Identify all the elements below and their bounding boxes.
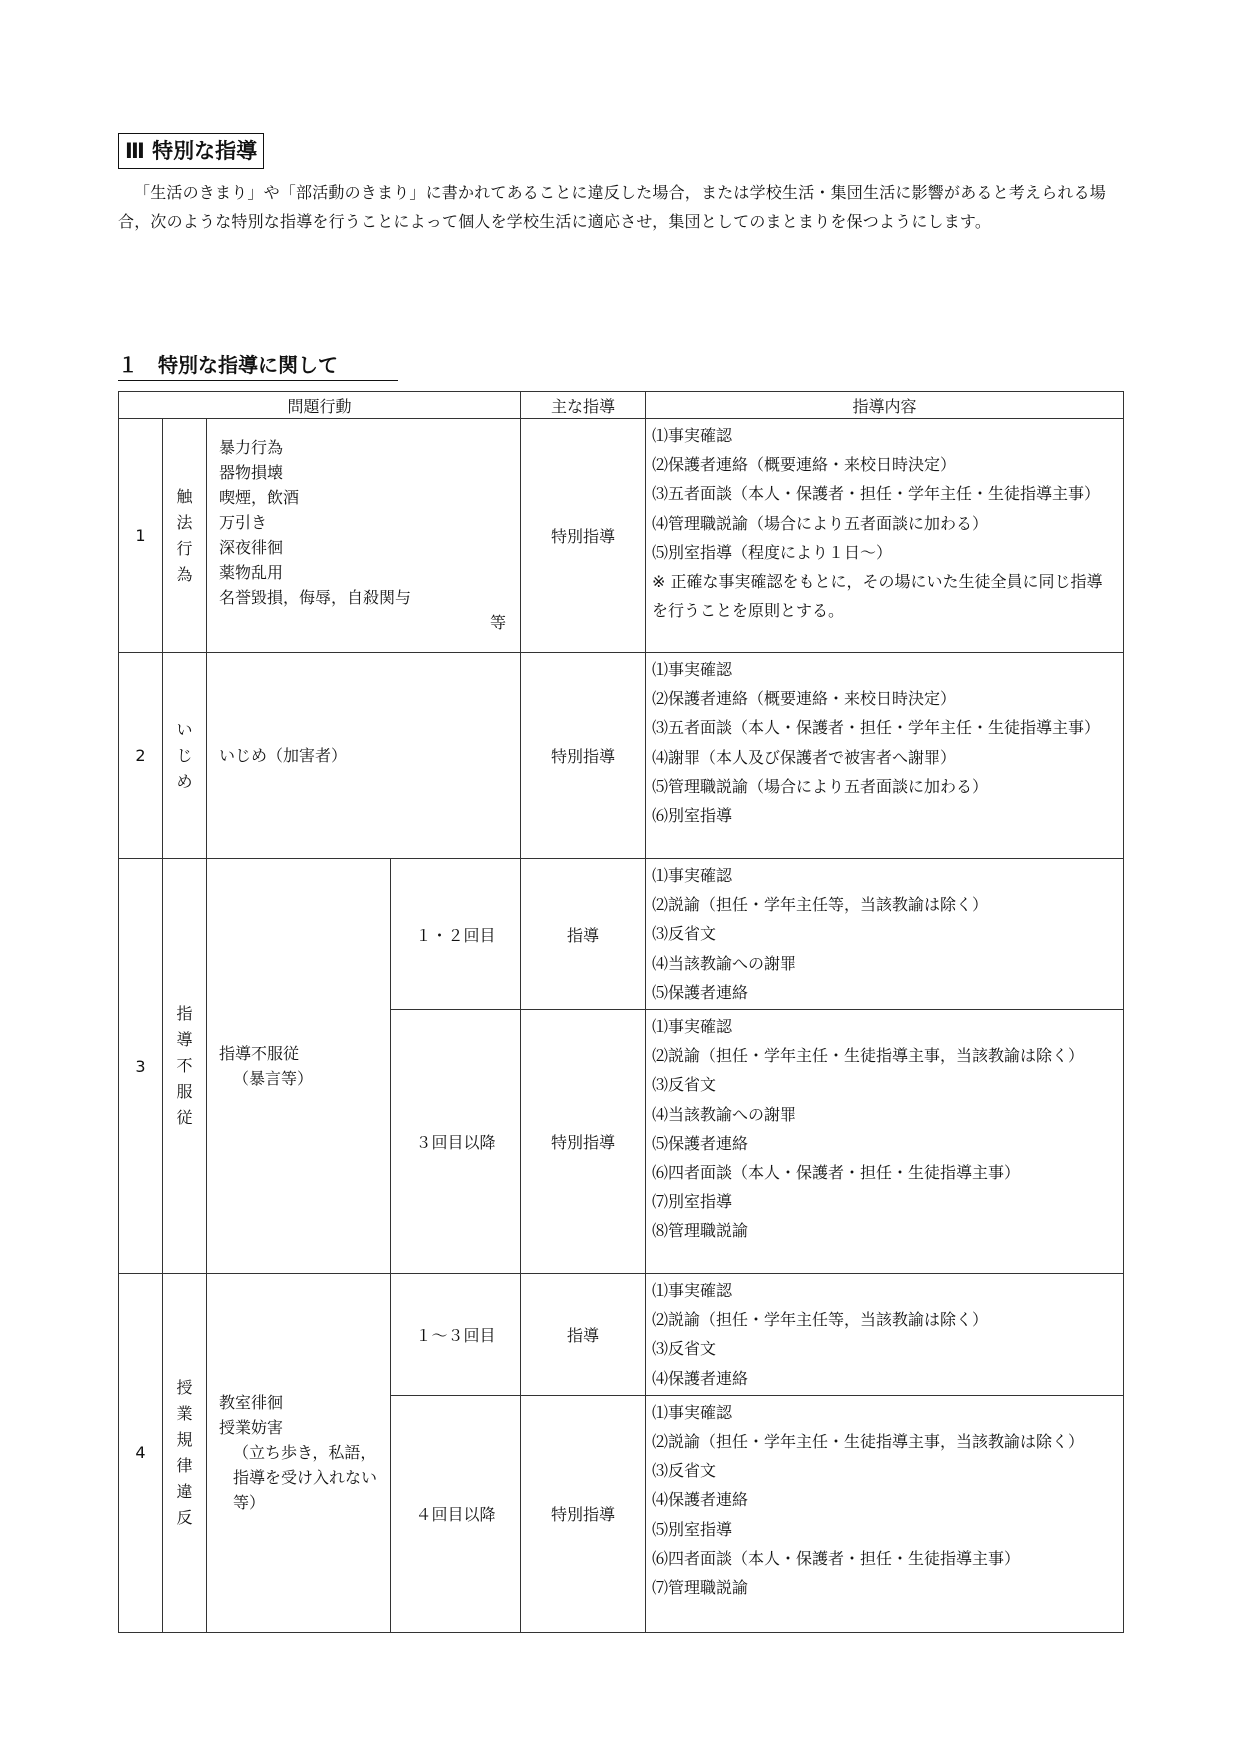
header-guidance: 主な指導 (521, 392, 646, 419)
header-content: 指導内容 (646, 392, 1124, 419)
table-row-3a (119, 859, 1124, 1010)
guidance-cell: 特別指導 (521, 419, 646, 653)
row-number: 3 (119, 859, 163, 1274)
guidance-cell: 指導 (521, 859, 646, 1010)
guidance-cell: 指導 (521, 1274, 646, 1396)
row-number: 2 (119, 653, 163, 859)
section-title: Ⅲ 特別な指導 (118, 133, 264, 169)
row-number: 4 (119, 1274, 163, 1633)
behavior-cell: 教室徘徊 授業妨害 （立ち歩き，私語，指導を受け入れない等） (207, 1274, 391, 1633)
content-cell: ⑴事実確認 ⑵保護者連絡（概要連絡・来校日時決定） ⑶五者面談（本人・保護者・担任・学年主任・生徒指導主事） ⑷謝罪（本人及び保護者で被害者へ謝罪） ⑸管理職説諭（場合により五者面談に加わる） ⑹別室指導 (646, 653, 1124, 859)
header-behavior: 問題行動 (119, 392, 521, 419)
subsection-title: １ 特別な指導に関して (118, 350, 398, 381)
category-cell: い じ め (163, 653, 207, 859)
behavior-cell: いじめ（加害者） (207, 653, 521, 859)
guidance-cell: 特別指導 (521, 1395, 646, 1632)
category-cell: 指 導 不 服 従 (163, 859, 207, 1274)
content-cell: ⑴事実確認 ⑵説諭（担任・学年主任等，当該教諭は除く） ⑶反省文 ⑷当該教諭への謝罪 ⑸保護者連絡 (646, 859, 1124, 1010)
count-cell: ４回目以降 (391, 1395, 521, 1632)
content-cell: ⑴事実確認 ⑵説諭（担任・学年主任等，当該教諭は除く） ⑶反省文 ⑷保護者連絡 (646, 1274, 1124, 1396)
guidance-table (118, 391, 1124, 1633)
table-row-1 (119, 419, 1124, 653)
content-cell: ⑴事実確認 ⑵保護者連絡（概要連絡・来校日時決定） ⑶五者面談（本人・保護者・担任・学年主任・生徒指導主事） ⑷管理職説諭（場合により五者面談に加わる） ⑸別室指導（程度により１日～） ※ 正確な事実確認をもとに，その場にいた生徒全員に同じ指導を行うことを原則とする。 (646, 419, 1124, 653)
guidance-cell: 特別指導 (521, 1010, 646, 1274)
content-cell: ⑴事実確認 ⑵説諭（担任・学年主任・生徒指導主事，当該教諭は除く） ⑶反省文 ⑷保護者連絡 ⑸別室指導 ⑹四者面談（本人・保護者・担任・生徒指導主事） ⑺管理職説諭 (646, 1395, 1124, 1632)
category-cell: 授 業 規 律 違 反 (163, 1274, 207, 1633)
count-cell: １・２回目 (391, 859, 521, 1010)
guidance-cell: 特別指導 (521, 653, 646, 859)
table-row-4a (119, 1274, 1124, 1396)
behavior-cell: 暴力行為 器物損壊 喫煙，飲酒 万引き 深夜徘徊 薬物乱用 名誉毀損，侮辱，自殺関与 等 (207, 419, 521, 653)
row-number: 1 (119, 419, 163, 653)
behavior-cell: 指導不服従 （暴言等） (207, 859, 391, 1274)
category-cell: 触 法 行 為 (163, 419, 207, 653)
table-header-row (119, 392, 1124, 419)
count-cell: ３回目以降 (391, 1010, 521, 1274)
table-row-2 (119, 653, 1124, 859)
intro-paragraph: 「生活のきまり」や「部活動のきまり」に書かれてあることに違反した場合，または学校生活・集団生活に影響があると考えられる場合，次のような特別な指導を行うことによって個人を学校生活に適応させ，集団としてのまとまりを保つようにします。 (118, 183, 1107, 231)
content-cell: ⑴事実確認 ⑵説諭（担任・学年主任・生徒指導主事，当該教諭は除く） ⑶反省文 ⑷当該教諭への謝罪 ⑸保護者連絡 ⑹四者面談（本人・保護者・担任・生徒指導主事） ⑺別室指導 ⑻管理職説諭 (646, 1010, 1124, 1274)
count-cell: １～３回目 (391, 1274, 521, 1396)
